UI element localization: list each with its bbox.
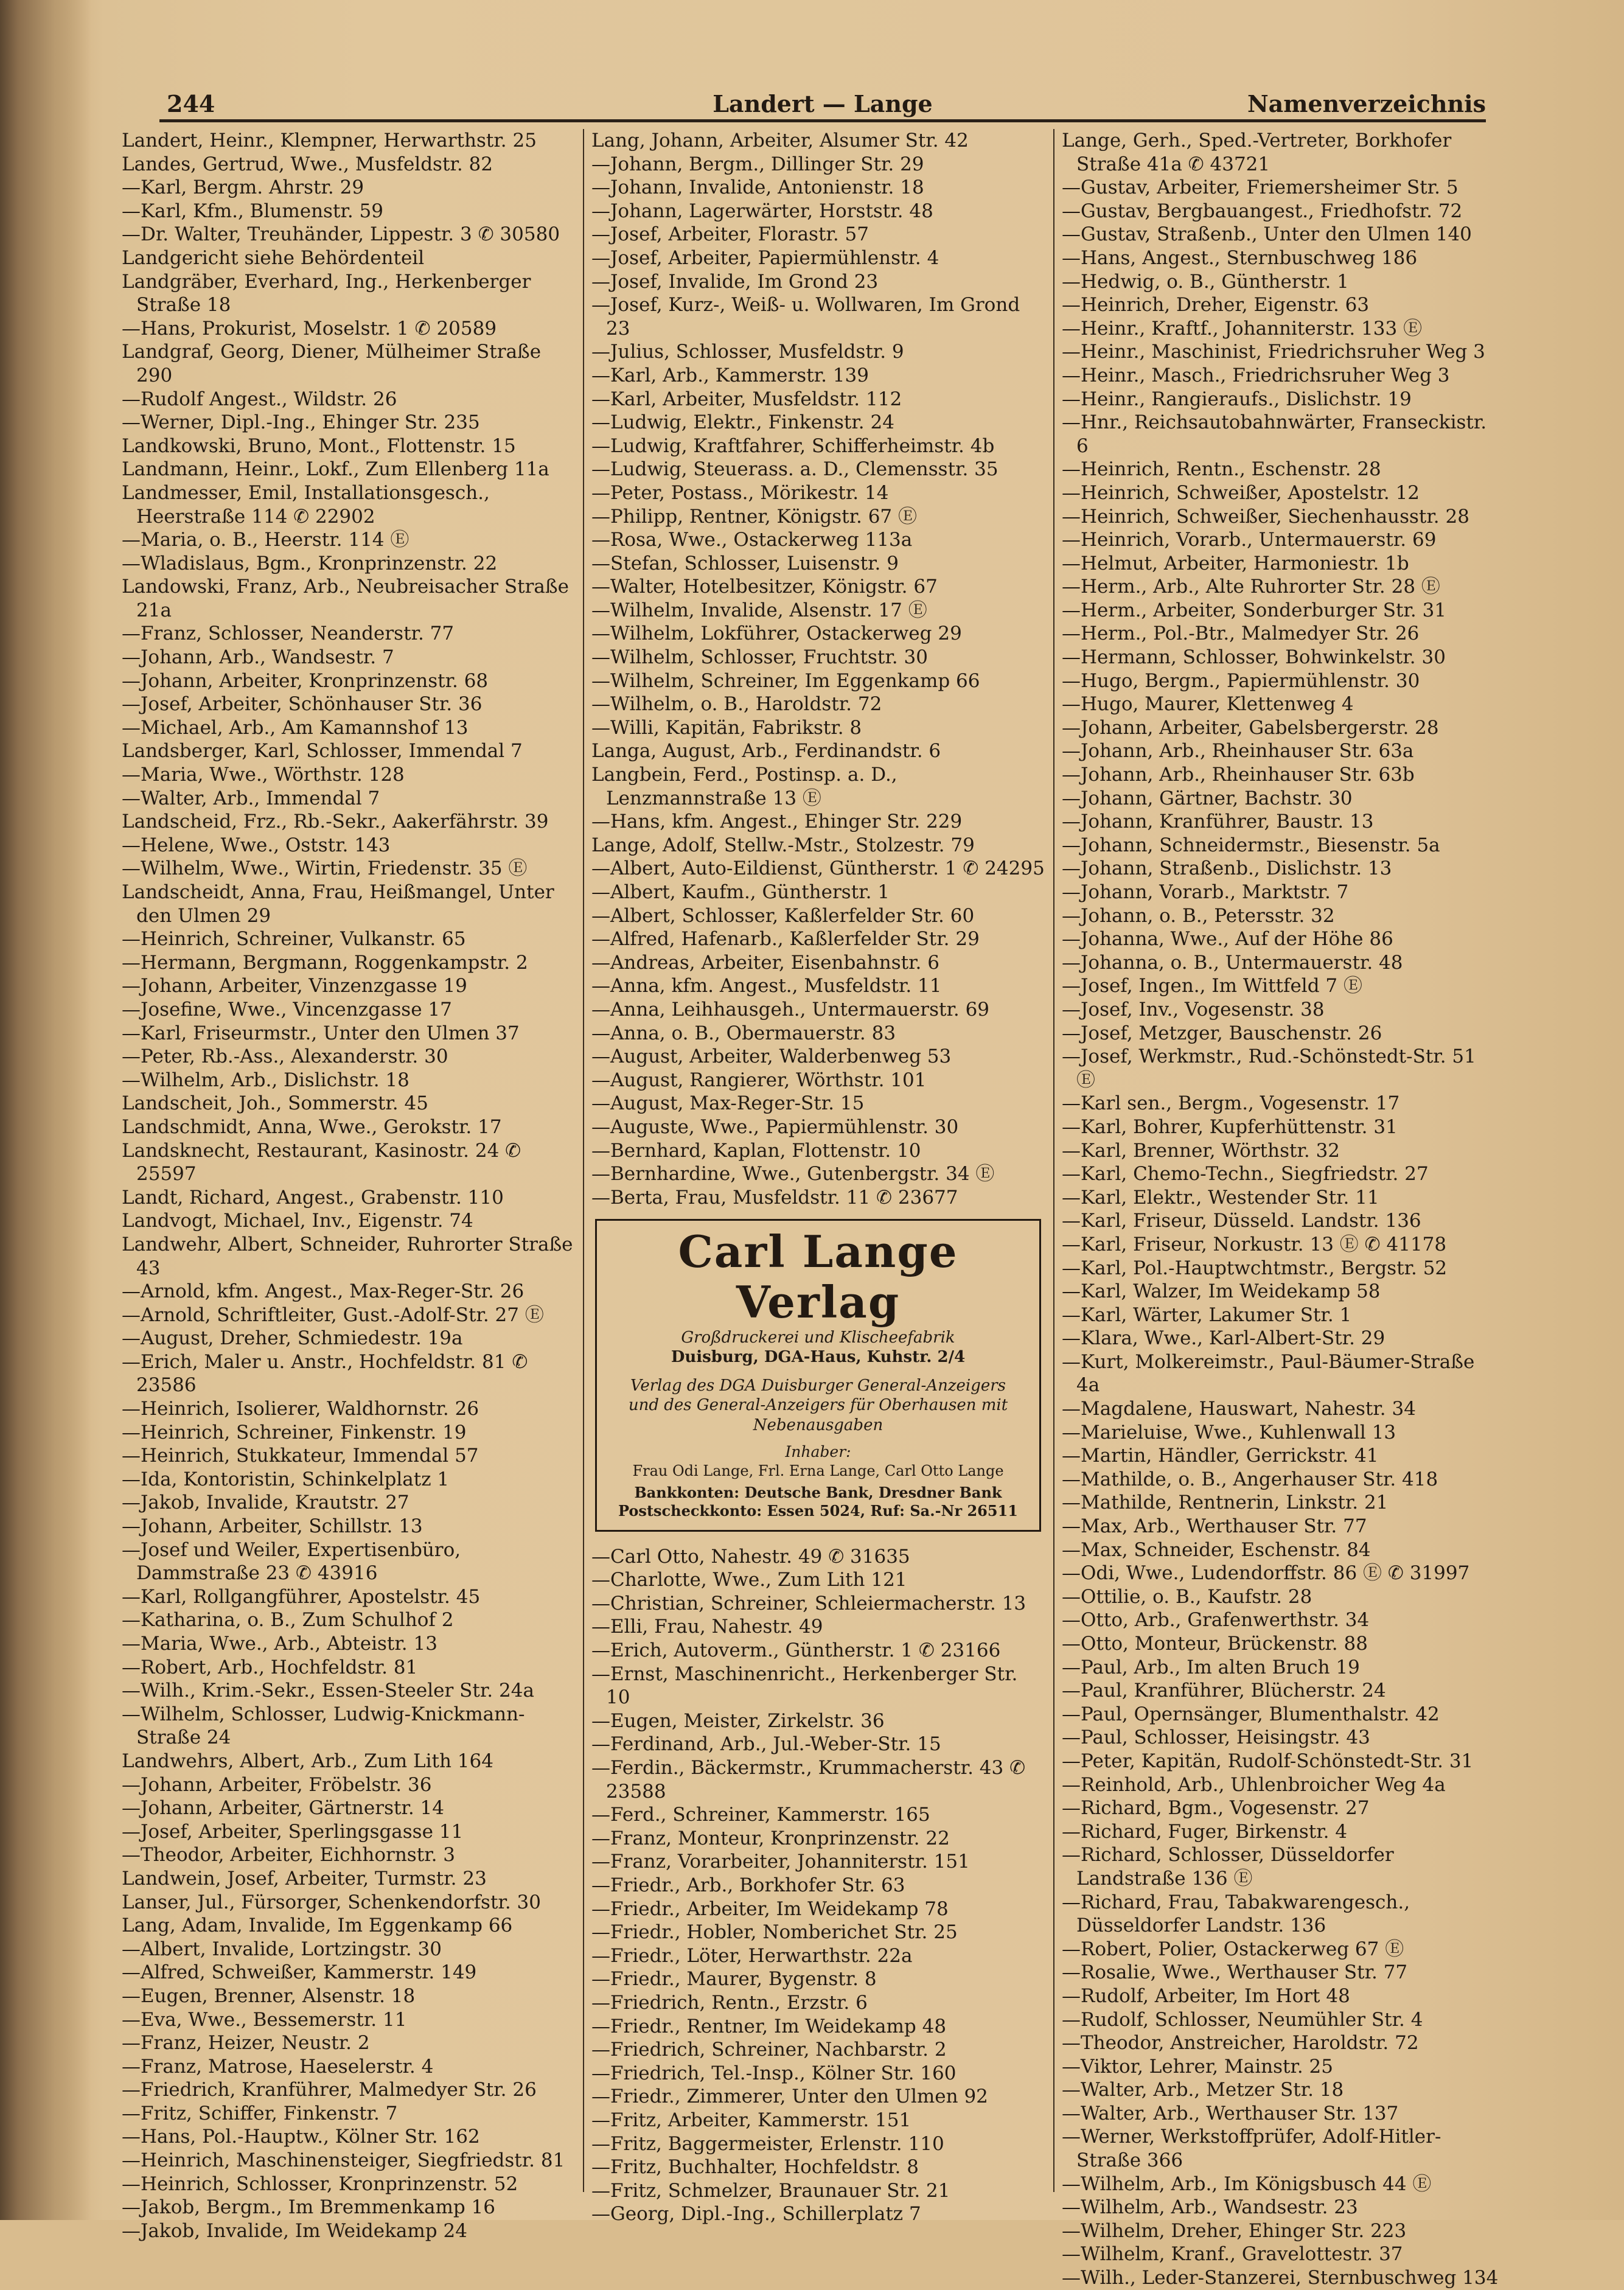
directory-entry: —Reinhold, Arb., Uhlenbroicher Weg 4a: [1062, 1773, 1446, 1796]
directory-entry: —Richard, Fuger, Birkenstr. 4: [1062, 1820, 1348, 1843]
directory-entry: —Carl Otto, Nahestr. 49 ✆ 31635: [591, 1545, 910, 1568]
directory-entry: —Karl, Arb., Kammerstr. 139: [591, 364, 869, 386]
directory-entry: Landschmidt, Anna, Wwe., Gerokstr. 17: [122, 1115, 502, 1138]
directory-entry: —Johann, Schneidermstr., Biesenstr. 5a: [1062, 834, 1440, 856]
directory-entry: —Martin, Händler, Gerrickstr. 41: [1062, 1445, 1379, 1467]
directory-entry: —Michael, Arb., Am Kamannshof 13: [122, 716, 469, 739]
directory-entry: —Anna, o. B., Obermauerstr. 83: [591, 1022, 896, 1044]
ad-postscheck: Postscheckkonto: Essen 5024, Ruf: Sa.-Nr 26511: [618, 1501, 1018, 1520]
directory-entry: —Walter, Arb., Werthauser Str. 137: [1062, 2102, 1399, 2124]
directory-entry: Lang, Johann, Arbeiter, Alsumer Str. 42: [591, 130, 969, 152]
directory-entry: —Hedwig, o. B., Güntherstr. 1: [1062, 270, 1349, 293]
directory-entry: —Johann, Bergm., Dillinger Str. 29: [591, 153, 924, 175]
directory-entry: —Elli, Frau, Nahestr. 49: [591, 1616, 823, 1638]
directory-entry: Langa, August, Arb., Ferdinandstr. 6: [591, 740, 941, 763]
directory-entry: —Peter, Rb.-Ass., Alexanderstr. 30: [122, 1046, 448, 1068]
directory-entry: —Hans, kfm. Angest., Ehinger Str. 229: [591, 811, 963, 833]
directory-entry: Landsknecht, Restaurant, Kasinostr. 24 ✆ 25597: [122, 1139, 521, 1185]
directory-entry: —Heinr., Masch., Friedrichsruher Weg 3: [1062, 364, 1450, 386]
directory-entry: —Josef, Invalide, Im Grond 23: [591, 270, 879, 293]
directory-entry: —Julius, Schlosser, Musfeldstr. 9: [591, 341, 904, 363]
directory-entry: —Friedr., Rentner, Im Weidekamp 48: [591, 2015, 947, 2037]
directory-entry: —Arnold, kfm. Angest., Max-Reger-Str. 26: [122, 1280, 524, 1303]
directory-entry: —Herm., Pol.-Btr., Malmedyer Str. 26: [1062, 623, 1420, 645]
directory-entry: —Heinrich, Dreher, Eigenstr. 63: [1062, 294, 1370, 316]
directory-entry: —Ludwig, Kraftfahrer, Schifferheimstr. 4b: [591, 435, 995, 457]
directory-entry: Landvogt, Michael, Inv., Eigenstr. 74: [122, 1210, 473, 1232]
directory-entry: Landgraf, Georg, Diener, Mülheimer Straße 290: [122, 341, 542, 386]
directory-entry: —Wilhelm, Dreher, Ehinger Str. 223: [1062, 2219, 1407, 2242]
column-divider-1: [583, 129, 584, 2192]
directory-entry: —Karl, Pol.-Hauptwchtmstr., Bergstr. 52: [1062, 1257, 1448, 1279]
directory-entry: —Heinrich, Schreiner, Finkenstr. 19: [122, 1421, 467, 1443]
directory-entry: —Karl, Friseur, Düsseld. Landstr. 136: [1062, 1210, 1421, 1232]
directory-entry: —Fritz, Baggermeister, Erlenstr. 110: [591, 2132, 944, 2155]
directory-entry: —Karl, Arbeiter, Musfeldstr. 112: [591, 388, 902, 410]
directory-entry: —August, Rangierer, Wörthstr. 101: [591, 1069, 927, 1091]
directory-entry: —Josef, Arbeiter, Papiermühlenstr. 4: [591, 246, 939, 269]
directory-entry: —Christian, Schreiner, Schleiermacherstr. 13: [591, 1592, 1026, 1615]
directory-entry: —Herm., Arb., Alte Ruhrorter Str. 28 Ⓔ: [1062, 576, 1440, 598]
directory-entry: —Gustav, Arbeiter, Friemersheimer Str. 5: [1062, 176, 1458, 199]
directory-entry: —Ferd., Schreiner, Kammerstr. 165: [591, 1804, 930, 1826]
directory-entry: —Dr. Walter, Treuhänder, Lippestr. 3 ✆ 30580: [122, 223, 560, 246]
directory-entry: —Heinr., Kraftf., Johanniterstr. 133 Ⓔ: [1062, 317, 1423, 340]
directory-entry: —Friedr., Arb., Borkhofer Str. 63: [591, 1874, 905, 1896]
directory-entry: —Maria, Wwe., Wörthstr. 128: [122, 764, 405, 786]
directory-entry: —Josef, Arbeiter, Sperlingsgasse 11: [122, 1820, 464, 1843]
directory-entry: —Wilhelm, Invalide, Alsenstr. 17 Ⓔ: [591, 599, 927, 621]
directory-entry: —Fritz, Arbeiter, Kammerstr. 151: [591, 2109, 911, 2131]
directory-entry: —Johann, o. B., Petersstr. 32: [1062, 904, 1335, 927]
directory-entry: —Alfred, Hafenarb., Kaßlerfelder Str. 29: [591, 928, 980, 951]
directory-entry: Lang, Adam, Invalide, Im Eggenkamp 66: [122, 1915, 513, 1937]
directory-entry: Landgräber, Everhard, Ing., Herkenberger Straße 18: [122, 270, 531, 316]
directory-entry: Lange, Adolf, Stellw.-Mstr., Stolzestr. 79: [591, 834, 975, 856]
directory-entry: —Heinrich, Schreiner, Vulkanstr. 65: [122, 928, 466, 951]
ad-subtitle: Großdruckerei und Klischeefabrik: [681, 1328, 955, 1347]
directory-entry: —Peter, Kapitän, Rudolf-Schönstedt-Str. 31: [1062, 1750, 1474, 1772]
directory-entry: Landmann, Heinr., Lokf., Zum Ellenberg 11a: [122, 458, 549, 481]
directory-entry: —Karl, Brenner, Wörthstr. 32: [1062, 1139, 1340, 1162]
directory-entry: —Ferdinand, Arb., Jul.-Weber-Str. 15: [591, 1733, 941, 1756]
directory-entry: —Rudolf, Schlosser, Neumühler Str. 4: [1062, 2008, 1423, 2031]
directory-entry: —Rosalie, Wwe., Werthauser Str. 77: [1062, 1961, 1408, 1984]
directory-entry: Landwehr, Albert, Schneider, Ruhrorter Straße 43: [122, 1233, 573, 1279]
directory-entry: —Otto, Monteur, Brückenstr. 88: [1062, 1633, 1368, 1655]
directory-entry: —Hermann, Schlosser, Bohwinkelstr. 30: [1062, 646, 1446, 669]
directory-entry: —Gustav, Straßenb., Unter den Ulmen 140: [1062, 223, 1472, 246]
directory-entry: —Friedr., Zimmerer, Unter den Ulmen 92: [591, 2086, 988, 2108]
directory-entry: —Wilhelm, o. B., Haroldstr. 72: [591, 693, 882, 716]
directory-entry: Landert, Heinr., Klempner, Herwarthstr. 25: [122, 130, 537, 152]
directory-entry: —Johann, Arbeiter, Fröbelstr. 36: [122, 1773, 432, 1796]
directory-entry: —Karl, Friseurmstr., Unter den Ulmen 37: [122, 1022, 520, 1044]
directory-entry: —Walter, Hotelbesitzer, Königstr. 67: [591, 576, 938, 598]
ad-address: Duisburg, DGA-Haus, Kuhstr. 2/4: [671, 1348, 966, 1367]
directory-entry: Lanser, Jul., Fürsorger, Schenkendorfstr. 30: [122, 1891, 541, 1913]
directory-entry: —Albert, Auto-Eildienst, Güntherstr. 1 ✆ 24295: [591, 857, 1045, 880]
directory-entry: —Rosa, Wwe., Ostackerweg 113a: [591, 529, 913, 551]
directory-entry: —Ernst, Maschinenricht., Herkenberger Str. 10: [591, 1663, 1018, 1709]
directory-entry: —Josefine, Wwe., Vincenzgasse 17: [122, 998, 452, 1021]
directory-entry: —August, Dreher, Schmiedestr. 19a: [122, 1327, 463, 1350]
directory-entry: —Fritz, Schiffer, Finkenstr. 7: [122, 2102, 398, 2124]
directory-entry: —Maria, o. B., Heerstr. 114 Ⓔ: [122, 529, 409, 551]
directory-entry: —Erich, Autoverm., Güntherstr. 1 ✆ 23166: [591, 1639, 1001, 1662]
directory-entry: —Alfred, Schweißer, Kammerstr. 149: [122, 1961, 477, 1984]
directory-entry: —Charlotte, Wwe., Zum Lith 121: [591, 1569, 907, 1591]
directory-entry: —Marieluise, Wwe., Kuhlenwall 13: [1062, 1421, 1396, 1443]
directory-entry: —Josef, Kurz-, Weiß- u. Wollwaren, Im Grond 23: [591, 294, 1020, 340]
section-title: Namenverzeichnis: [1247, 90, 1486, 117]
directory-entry: Landscheit, Joh., Sommerstr. 45: [122, 1092, 428, 1115]
directory-entry: —Franz, Matrose, Haeselerstr. 4: [122, 2055, 434, 2078]
directory-entry: —Jakob, Invalide, Im Weidekamp 24: [122, 2219, 467, 2242]
directory-entry: —Erich, Maler u. Anstr., Hochfeldstr. 81 ✆ 23586: [122, 1350, 528, 1397]
book-binding-shadow: [0, 0, 91, 2220]
directory-entry: —Friedr., Arbeiter, Im Weidekamp 78: [591, 1897, 949, 1920]
directory-entry: —Jakob, Bergm., Im Bremmenkamp 16: [122, 2196, 496, 2219]
directory-entry: —Friedrich, Tel.-Insp., Kölner Str. 160: [591, 2062, 957, 2084]
directory-entry: —Josef, Arbeiter, Schönhauser Str. 36: [122, 693, 483, 716]
directory-entry: —Wilhelm, Arb., Im Königsbusch 44 Ⓔ: [1062, 2173, 1432, 2195]
directory-entry: Landwein, Josef, Arbeiter, Turmstr. 23: [122, 1867, 487, 1890]
directory-entry: —Wladislaus, Bgm., Kronprinzenstr. 22: [122, 552, 498, 574]
directory-entry: —Eva, Wwe., Bessemerstr. 11: [122, 2008, 407, 2031]
directory-entry: Landscheidt, Anna, Frau, Heißmangel, Unter den Ulmen 29: [122, 881, 554, 927]
directory-entry: —Josef, Werkmstr., Rud.-Schönstedt-Str. 51 Ⓔ: [1062, 1046, 1476, 1091]
directory-entry: Landowski, Franz, Arb., Neubreisacher Straße 21a: [122, 576, 569, 621]
directory-entry: Landscheid, Frz., Rb.-Sekr., Aakerfährstr. 39: [122, 811, 549, 833]
directory-entry: —Karl sen., Bergm., Vogesenstr. 17: [1062, 1092, 1400, 1115]
directory-entry: —Ida, Kontoristin, Schinkelplatz 1: [122, 1468, 450, 1490]
directory-entry: —Richard, Frau, Tabakwarengesch., Düsseldorfer Landstr. 136: [1062, 1891, 1410, 1937]
directory-entry: —Heinrich, Rentn., Eschenstr. 28: [1062, 458, 1381, 481]
directory-entry: —Johanna, Wwe., Auf der Höhe 86: [1062, 928, 1393, 951]
column-2-entries-bottom: [591, 1545, 1045, 2226]
directory-entry: Landt, Richard, Angest., Grabenstr. 110: [122, 1186, 504, 1209]
directory-entry: —Johann, Arb., Rheinhauser Str. 63a: [1062, 740, 1414, 763]
column-3: [1062, 129, 1500, 2289]
directory-entry: —Wilh., Leder-Stanzerei, Sternbuschweg 134: [1062, 2267, 1499, 2289]
directory-entry: —Philipp, Rentner, Königstr. 67 Ⓔ: [591, 505, 918, 528]
directory-entry: —Theodor, Anstreicher, Haroldstr. 72: [1062, 2032, 1419, 2054]
header-rule: [159, 119, 1486, 122]
directory-entry: —Karl, Bohrer, Kupferhüttenstr. 31: [1062, 1115, 1398, 1138]
page-header: [159, 85, 1486, 120]
directory-entry: —Odi, Wwe., Ludendorffstr. 86 Ⓔ ✆ 31997: [1062, 1562, 1470, 1585]
directory-entry: —Johann, Lagerwärter, Horststr. 48: [591, 200, 933, 222]
directory-entry: Landgericht siehe Behördenteil: [122, 246, 425, 269]
directory-entry: Lange, Gerh., Sped.-Vertreter, Borkhofer Straße 41a ✆ 43721: [1062, 130, 1452, 175]
ad-bank: Bankkonten: Deutsche Bank, Dresdner Bank: [634, 1483, 1002, 1501]
directory-entry: —Bernhard, Kaplan, Flottenstr. 10: [591, 1139, 921, 1162]
directory-entry: —Herm., Arbeiter, Sonderburger Str. 31: [1062, 599, 1447, 621]
directory-entry: —Friedr., Hobler, Nomberichet Str. 25: [591, 1921, 958, 1944]
directory-entry: —Walter, Arb., Metzer Str. 18: [1062, 2079, 1344, 2101]
directory-entry: —Heinrich, Isolierer, Waldhornstr. 26: [122, 1398, 479, 1420]
directory-entry: —Walter, Arb., Immendal 7: [122, 787, 380, 809]
directory-entry: —Johann, Kranführer, Baustr. 13: [1062, 811, 1374, 833]
directory-entry: —Karl, Rollgangführer, Apostelstr. 45: [122, 1585, 481, 1608]
directory-entry: —Albert, Kaufm., Güntherstr. 1: [591, 881, 890, 903]
directory-entry: —Wilhelm, Arb., Wandsestr. 23: [1062, 2196, 1358, 2219]
directory-entry: Landes, Gertrud, Wwe., Musfeldstr. 82: [122, 153, 493, 175]
directory-entry: —Heinrich, Schweißer, Apostelstr. 12: [1062, 481, 1420, 504]
directory-entry: —Otto, Arb., Grafenwerthstr. 34: [1062, 1609, 1370, 1632]
directory-entry: —Josef und Weiler, Expertisenbüro, Dammstraße 23 ✆ 43916: [122, 1538, 461, 1585]
directory-entry: —Andreas, Arbeiter, Eisenbahnstr. 6: [591, 951, 939, 974]
directory-entry: —Johann, Invalide, Antonienstr. 18: [591, 176, 924, 199]
directory-entry: —Helmut, Arbeiter, Harmoniestr. 1b: [1062, 552, 1409, 574]
directory-entry: —Eugen, Brenner, Alsenstr. 18: [122, 1985, 416, 2007]
directory-entry: —Kurt, Molkereimstr., Paul-Bäumer-Straße 4a: [1062, 1350, 1475, 1397]
directory-entry: —Karl, Wärter, Lakumer Str. 1: [1062, 1304, 1352, 1326]
directory-entry: —Richard, Schlosser, Düsseldorfer Landstraße 136 Ⓔ: [1062, 1844, 1394, 1890]
directory-entry: —Heinrich, Schlosser, Kronprinzenstr. 52: [122, 2173, 518, 2195]
directory-entry: —Paul, Opernsänger, Blumenthalstr. 42: [1062, 1703, 1440, 1725]
column-divider-2: [1053, 129, 1054, 2192]
publisher-advertisement: [595, 1219, 1041, 1531]
directory-entry: —Wilhelm, Arb., Dislichstr. 18: [122, 1069, 409, 1091]
directory-entry: —Friedrich, Schreiner, Nachbarstr. 2: [591, 2039, 947, 2061]
directory-entry: —Hugo, Bergm., Papiermühlenstr. 30: [1062, 669, 1420, 692]
directory-entry: —Josef, Metzger, Bauschenstr. 26: [1062, 1022, 1382, 1044]
directory-entry: —Anna, Leihhausgeh., Untermauerstr. 69: [591, 998, 990, 1021]
ad-owners-heading: Inhaber:: [785, 1443, 851, 1461]
directory-entry: —Eugen, Meister, Zirkelstr. 36: [591, 1709, 885, 1732]
directory-entry: —Paul, Schlosser, Heisingstr. 43: [1062, 1726, 1370, 1749]
directory-entry: Landwehrs, Albert, Arb., Zum Lith 164: [122, 1750, 493, 1772]
directory-entry: —Albert, Invalide, Lortzingstr. 30: [122, 1938, 442, 1960]
directory-entry: —Karl, Friseur, Norkustr. 13 Ⓔ ✆ 41178: [1062, 1233, 1447, 1255]
ad-info: [605, 1376, 1031, 1436]
directory-entry: —Heinrich, Vorarb., Untermauerstr. 69: [1062, 529, 1437, 551]
directory-entry: —Karl, Walzer, Im Weidekamp 58: [1062, 1280, 1381, 1303]
directory-entry: —Bernhardine, Wwe., Gutenbergstr. 34 Ⓔ: [591, 1163, 995, 1185]
directory-entry: —Wilhelm, Lokführer, Ostackerweg 29: [591, 623, 962, 645]
directory-entry: —Heinrich, Maschinensteiger, Siegfriedstr. 81: [122, 2149, 565, 2172]
directory-entry: —Gustav, Bergbauangest., Friedhofstr. 72: [1062, 200, 1463, 222]
directory-entry: —Hans, Pol.-Hauptw., Kölner Str. 162: [122, 2126, 480, 2148]
directory-entry: —Johann, Arbeiter, Kronprinzenstr. 68: [122, 669, 489, 692]
directory-entry: —Magdalene, Hauswart, Nahestr. 34: [1062, 1398, 1416, 1420]
directory-entry: —August, Arbeiter, Walderbenweg 53: [591, 1046, 952, 1068]
directory-entry: —Albert, Schlosser, Kaßlerfelder Str. 60: [591, 904, 975, 927]
directory-entry: —Arnold, Schriftleiter, Gust.-Adolf-Str. 27 Ⓔ: [122, 1304, 544, 1326]
directory-entry: —Theodor, Arbeiter, Eichhornstr. 3: [122, 1844, 456, 1866]
directory-entry: —Johann, Arbeiter, Gabelsbergerstr. 28: [1062, 716, 1439, 739]
directory-entry: —Wilhelm, Schlosser, Fruchtstr. 30: [591, 646, 928, 669]
directory-entry: —Willi, Kapitän, Fabrikstr. 8: [591, 716, 862, 739]
directory-entry: —Fritz, Buchhalter, Hochfeldstr. 8: [591, 2156, 919, 2179]
directory-entry: —Werner, Werkstoffprüfer, Adolf-Hitler-Straße 366: [1062, 2126, 1441, 2172]
directory-entry: —Stefan, Schlosser, Luisenstr. 9: [591, 552, 899, 574]
directory-entry: —Berta, Frau, Musfeldstr. 11 ✆ 23677: [591, 1186, 958, 1209]
directory-entry: —Anna, kfm. Angest., Musfeldstr. 11: [591, 975, 942, 997]
directory-entry: —Karl, Kfm., Blumenstr. 59: [122, 200, 383, 222]
column-1: [122, 129, 575, 2242]
directory-entry: —Maria, Wwe., Arb., Abteistr. 13: [122, 1633, 437, 1655]
directory-entry: —Johann, Straßenb., Dislichstr. 13: [1062, 857, 1392, 880]
directory-entry: —Katharina, o. B., Zum Schulhof 2: [122, 1609, 454, 1632]
directory-entry: —Max, Schneider, Eschenstr. 84: [1062, 1538, 1371, 1561]
directory-entry: —Hermann, Bergmann, Roggenkampstr. 2: [122, 951, 528, 974]
ad-title: Carl Lange Verlag: [678, 1226, 958, 1328]
directory-entry: —Max, Arb., Werthauser Str. 77: [1062, 1515, 1367, 1538]
directory-entry: —Hugo, Maurer, Klettenweg 4: [1062, 693, 1354, 716]
directory-entry: —Franz, Schlosser, Neanderstr. 77: [122, 623, 455, 645]
directory-entry: —Johann, Gärtner, Bachstr. 30: [1062, 787, 1353, 809]
directory-entry: —Georg, Dipl.-Ing., Schillerplatz 7: [591, 2203, 921, 2225]
directory-entry: —Jakob, Invalide, Krautstr. 27: [122, 1492, 409, 1514]
directory-entry: —Wilh., Krim.-Sekr., Essen-Steeler Str. 24a: [122, 1680, 534, 1702]
directory-entry: Landkowski, Bruno, Mont., Flottenstr. 15: [122, 435, 516, 457]
directory-entry: —Paul, Arb., Im alten Bruch 19: [1062, 1656, 1360, 1678]
directory-entry: —Helene, Wwe., Oststr. 143: [122, 834, 391, 856]
directory-entry: —Johanna, o. B., Untermauerstr. 48: [1062, 951, 1403, 974]
directory-entry: —Wilhelm, Kranf., Gravelottestr. 37: [1062, 2243, 1403, 2266]
directory-entry: —Heinr., Maschinist, Friedrichsruher Weg 3: [1062, 341, 1485, 363]
directory-entry: —Johann, Arbeiter, Vinzenzgasse 19: [122, 975, 467, 997]
directory-entry: —Robert, Polier, Ostackerweg 67 Ⓔ: [1062, 1938, 1404, 1960]
directory-entry: —Franz, Vorarbeiter, Johanniterstr. 151: [591, 1851, 970, 1873]
directory-entry: —Auguste, Wwe., Papiermühlenstr. 30: [591, 1115, 959, 1138]
directory-entry: —Heinrich, Schweißer, Siechenhausstr. 28: [1062, 505, 1469, 528]
directory-entry: —Johann, Arbeiter, Gärtnerstr. 14: [122, 1797, 444, 1820]
directory-entry: —Wilhelm, Schreiner, Im Eggenkamp 66: [591, 669, 980, 692]
column-2-entries-top: [591, 129, 1045, 1209]
directory-entry: —Friedr., Maurer, Bygenstr. 8: [591, 1968, 877, 1991]
directory-entry: —Johann, Arb., Wandsestr. 7: [122, 646, 394, 669]
directory-entry: —Rudolf Angest., Wildstr. 26: [122, 388, 397, 410]
directory-entry: —Karl, Bergm. Ahrstr. 29: [122, 176, 364, 199]
ad-info-line-2: und des General-Anzeigers für Oberhausen mit Nebenausgaben: [628, 1396, 1008, 1434]
directory-entry: —Fritz, Schmelzer, Braunauer Str. 21: [591, 2179, 950, 2202]
directory-entry: —Robert, Arb., Hochfeldstr. 81: [122, 1656, 418, 1678]
directory-entry: —Mathilde, o. B., Angerhauser Str. 418: [1062, 1468, 1438, 1490]
directory-entry: —Hans, Prokurist, Moselstr. 1 ✆ 20589: [122, 317, 497, 340]
directory-entry: —Wilhelm, Wwe., Wirtin, Friedenstr. 35 Ⓔ: [122, 857, 528, 880]
directory-entry: Landmesser, Emil, Installationsgesch., Heerstraße 114 ✆ 22902: [122, 481, 490, 528]
directory-entry: —Franz, Heizer, Neustr. 2: [122, 2032, 370, 2054]
directory-entry: —Wilhelm, Schlosser, Ludwig-Knickmann-Straße 24: [122, 1703, 525, 1749]
directory-entry: —Karl, Elektr., Westender Str. 11: [1062, 1186, 1379, 1209]
ad-owners: Frau Odi Lange, Frl. Erna Lange, Carl Otto Lange: [632, 1462, 1004, 1479]
page-number: 244: [167, 90, 215, 117]
directory-entry: —Ludwig, Steuerass. a. D., Clemensstr. 35: [591, 458, 998, 481]
directory-entry: —Josef, Inv., Vogesenstr. 38: [1062, 998, 1325, 1021]
directory-entry: —Karl, Chemo-Techn., Siegfriedstr. 27: [1062, 1163, 1429, 1185]
directory-entry: —Johann, Arbeiter, Schillstr. 13: [122, 1515, 423, 1538]
directory-entry: —Josef, Arbeiter, Florastr. 57: [591, 223, 869, 246]
directory-entry: —Hnr., Reichsautobahnwärter, Franseckistr. 6: [1062, 411, 1487, 457]
directory-entry: Langbein, Ferd., Postinsp. a. D., Lenzmannstraße 13 Ⓔ: [591, 764, 897, 809]
directory-entry: —Richard, Bgm., Vogesenstr. 27: [1062, 1797, 1370, 1820]
directory-entry: —Ottilie, o. B., Kaufstr. 28: [1062, 1585, 1312, 1608]
directory-entry: —Heinr., Rangieraufs., Dislichstr. 19: [1062, 388, 1412, 410]
directory-entry: —Paul, Kranführer, Blücherstr. 24: [1062, 1680, 1386, 1702]
directory-entry: —Peter, Postass., Mörikestr. 14: [591, 481, 889, 504]
directory-entry: —Josef, Ingen., Im Wittfeld 7 Ⓔ: [1062, 975, 1363, 997]
directory-entry: —Viktor, Lehrer, Mainstr. 25: [1062, 2055, 1334, 2078]
directory-entry: —Rudolf, Arbeiter, Im Hort 48: [1062, 1985, 1350, 2007]
directory-entry: —Ludwig, Elektr., Finkenstr. 24: [591, 411, 894, 434]
directory-entry: —Franz, Monteur, Kronprinzenstr. 22: [591, 1827, 950, 1849]
directory-entry: —Hans, Angest., Sternbuschweg 186: [1062, 246, 1418, 269]
directory-entry: —Friedr., Löter, Herwarthstr. 22a: [591, 1944, 913, 1967]
directory-entry: —Johann, Arb., Rheinhauser Str. 63b: [1062, 764, 1415, 786]
directory-entry: —Mathilde, Rentnerin, Linkstr. 21: [1062, 1492, 1389, 1514]
directory-entry: —Ferdin., Bäckermstr., Krummacherstr. 43 ✆ 23588: [591, 1757, 1026, 1803]
directory-entry: —Friedrich, Rentn., Erzstr. 6: [591, 1991, 868, 2014]
directory-entry: —August, Max-Reger-Str. 15: [591, 1092, 865, 1115]
column-2: [591, 129, 1045, 2225]
directory-entry: —Klara, Wwe., Karl-Albert-Str. 29: [1062, 1327, 1385, 1350]
directory-entry: —Friedrich, Kranführer, Malmedyer Str. 26: [122, 2079, 537, 2101]
ad-info-line-1: Verlag des DGA Duisburger General-Anzeigers: [630, 1376, 1006, 1395]
page-title: Landert — Lange: [713, 90, 933, 117]
directory-entry: —Werner, Dipl.-Ing., Ehinger Str. 235: [122, 411, 480, 434]
directory-entry: —Johann, Vorarb., Marktstr. 7: [1062, 881, 1349, 903]
directory-entry: Landsberger, Karl, Schlosser, Immendal 7: [122, 740, 523, 763]
directory-entry: —Heinrich, Stukkateur, Immendal 57: [122, 1445, 479, 1467]
